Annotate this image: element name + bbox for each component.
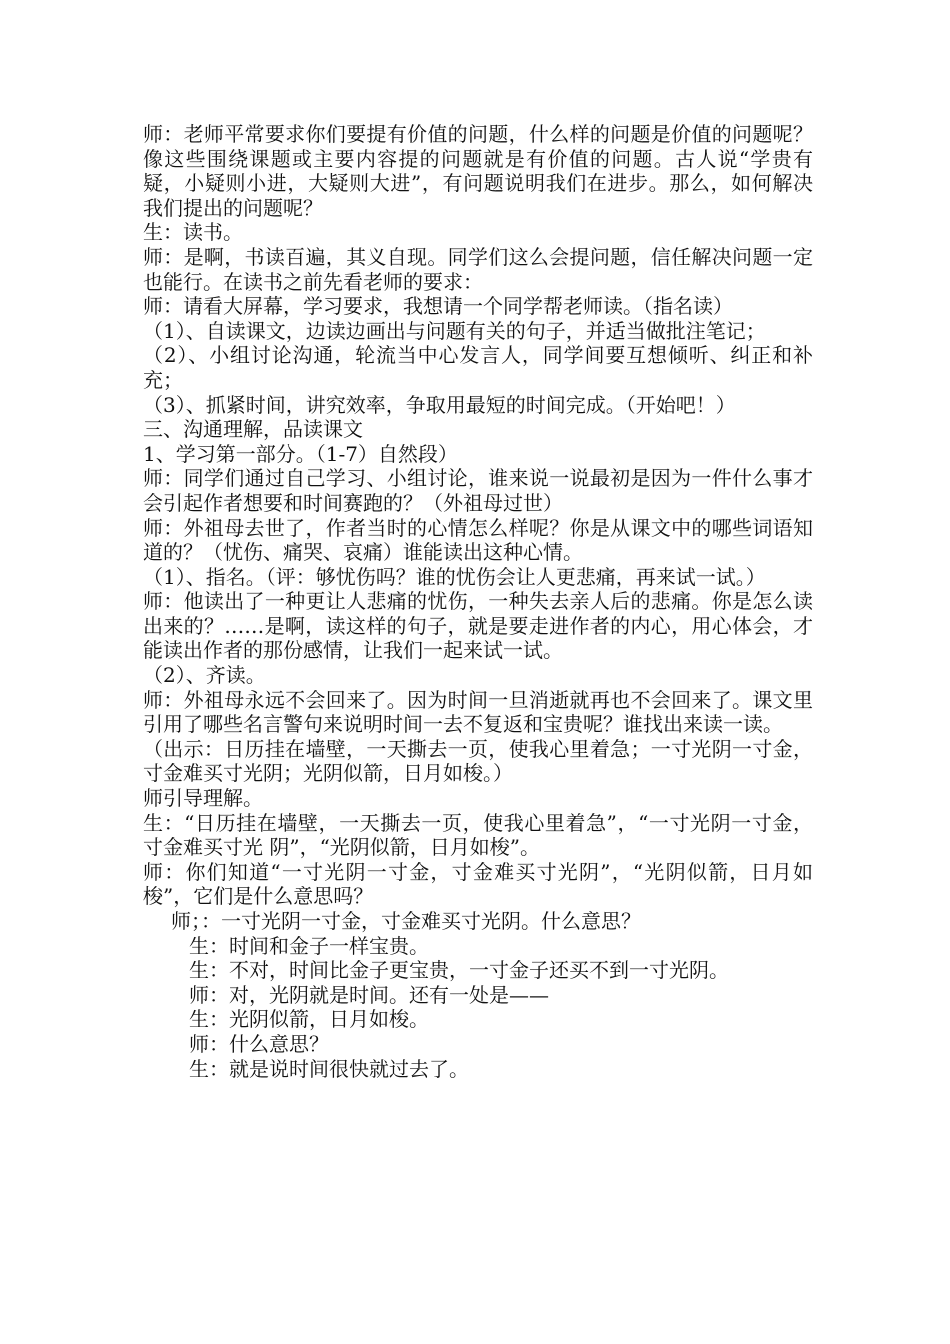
paragraph: 生：“日历挂在墙壁，一天撕去一页，使我心里着急”，“一寸光阴一寸金，寸金难买寸光 阴”，“光阴似箭，日月如梭”。 [143,810,813,860]
dialogue-line: 生：时间和金子一样宝贵。 [189,933,429,958]
dialogue-line: 生：光阴似箭，日月如梭。 [189,1007,429,1032]
paragraph: 师：是啊，书读百遍，其义自现。同学们这么会提问题，信任解决问题一定也能行。在读书之前先看老师的要求： [143,244,813,294]
paragraph: （3）、抓紧时间，讲究效率，争取用最短的时间完成。（开始吧！） [143,392,736,417]
paragraph: （1）、自读课文，边读边画出与问题有关的句子，并适当做批注笔记； [143,318,766,343]
paragraph: 师引导理解。 [143,786,263,811]
paragraph: （出示：日历挂在墙壁，一天撕去一页，使我心里着急；一寸光阴一寸金，寸金难买寸光阴；光阴似箭，日月如梭。） [143,736,813,786]
paragraph: 师：老师平常要求你们要提有价值的问题，什么样的问题是价值的问题呢？像这些围绕课题或主要内容提的问题就是有价值的问题。古人说“学贵有疑，小疑则小进，大疑则大进”，有问题说明我们在进步。那么，如何解决我们提出的问题呢？ [143,122,813,220]
paragraph: 师：外祖母永远不会回来了。因为时间一旦消逝就再也不会回来了。课文里引用了哪些名言警句来说明时间一去不复返和宝贵呢？谁找出来读一读。 [143,687,813,737]
paragraph: （2）、齐读。 [143,663,266,688]
paragraph: （2）、小组讨论沟通，轮流当中心发言人，同学间要互想倾听、纠正和补充； [143,343,813,392]
paragraph: 生：读书。 [143,220,243,245]
dialogue-line: 师：什么意思？ [189,1031,329,1056]
dialogue-line: 师；：一寸光阴一寸金，寸金难买寸光阴。什么意思？ [171,909,641,933]
paragraph: 师：他读出了一种更让人悲痛的忧伤，一种失去亲人后的悲痛。你是怎么读出来的？……是啊，读这样的句子，就是要走进作者的内心，用心体会，才能读出作者的那份感情，让我们一起来试一试。 [143,589,813,663]
section-heading: 三、沟通理解，品读课文 [143,417,363,442]
dialogue-line: 师：对，光阴就是时间。还有一处是—— [189,982,549,1007]
subsection-heading: 1、学习第一部分。（1-7）自然段） [143,441,458,466]
paragraph: 师：请看大屏幕，学习要求，我想请一个同学帮老师读。（指名读） [143,294,733,319]
paragraph: 师：你们知道“一寸光阴一寸金，寸金难买寸光阴”，“光阴似箭，日月如梭”，它们是什么意思吗？ [143,859,813,909]
document-body [143,122,813,1081]
dialogue-line: 生：不对，时间比金子更宝贵，一寸金子还买不到一寸光阴。 [189,958,729,983]
paragraph: 师：同学们通过自己学习、小组讨论，谁来说一说最初是因为一件什么事才会引起作者想要和时间赛跑的？（外祖母过世） [143,466,813,515]
dialogue-line: 生：就是说时间很快就过去了。 [189,1056,469,1081]
paragraph: （1）、指名。（评：够忧伤吗？谁的忧伤会让人更悲痛，再来试一试。） [143,564,766,589]
paragraph: 师：外祖母去世了，作者当时的心情怎么样呢？你是从课文中的哪些词语知道的？（忧伤、痛哭、哀痛）谁能读出这种心情。 [143,515,813,565]
